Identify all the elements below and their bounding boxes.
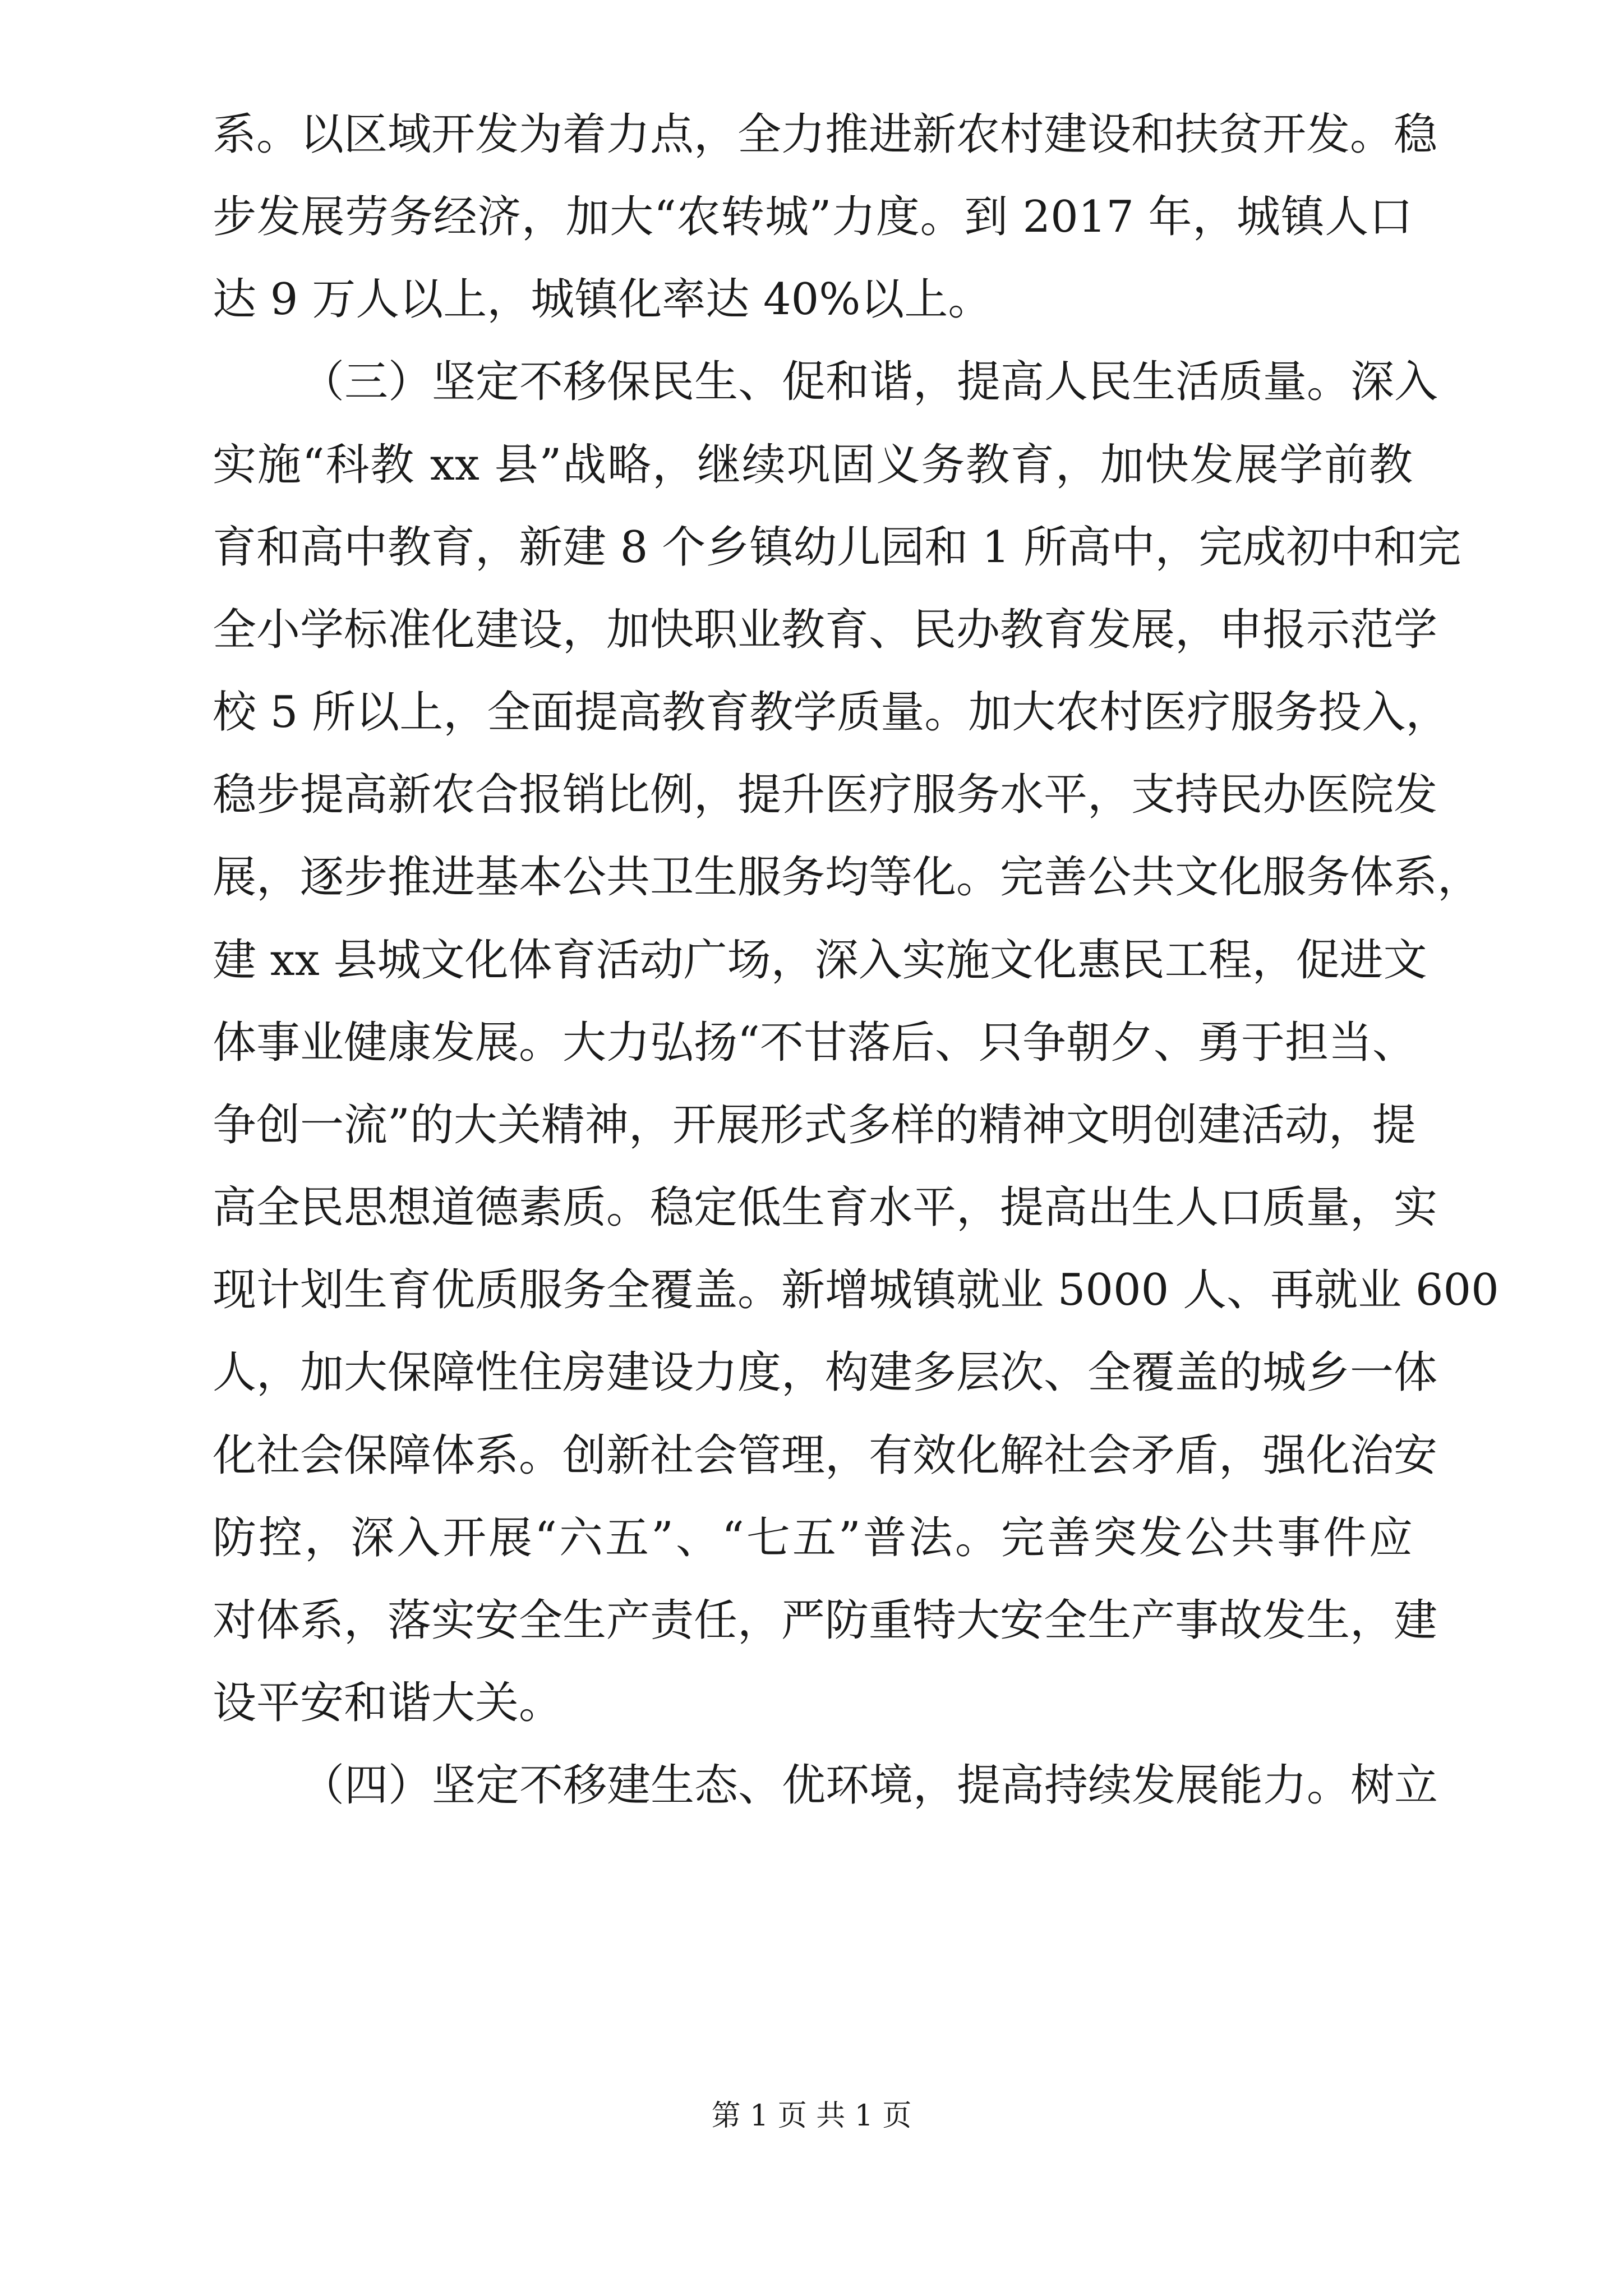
- paragraph-line: 防控，深入开展“六五”、“七五”普法。完善突发公共事件应: [213, 1513, 1413, 1563]
- paragraph-line: 实施“科教 xx 县”战略，继续巩固义务教育，加快发展学前教: [213, 440, 1413, 490]
- paragraph-line: 步发展劳务经济，加大“农转城”力度。到 2017 年，城镇人口: [213, 192, 1413, 242]
- paragraph-line: 建 xx 县城文化体育活动广场，深入实施文化惠民工程，促进文: [213, 935, 1427, 986]
- paragraph-line: 高全民思想道德素质。稳定低生育水平，提高出生人口质量，实: [213, 1182, 1438, 1233]
- paragraph-line: 争创一流”的大关精神，开展形式多样的精神文明创建活动，提: [213, 1100, 1416, 1151]
- paragraph-line: 展，逐步推进基本公共卫生服务均等化。完善公共文化服务体系，: [213, 852, 1482, 903]
- paragraph-line: 系。以区域开发为着力点，全力推进新农村建设和扶贫开发。稳: [213, 109, 1438, 160]
- paragraph-line: 化社会保障体系。创新社会管理，有效化解社会矛盾，强化治安: [213, 1430, 1438, 1481]
- paragraph-line: （三）坚定不移保民生、促和谐，提高人民生活质量。深入: [301, 357, 1438, 407]
- paragraph-line: （四）坚定不移建生态、优环境，提高持续发展能力。树立: [301, 1760, 1438, 1811]
- paragraph-line: 校 5 所以上，全面提高教育教学质量。加大农村医疗服务投入，: [213, 687, 1450, 738]
- page-footer: 第 1 页 共 1 页: [711, 2099, 912, 2133]
- paragraph-line: 体事业健康发展。大力弘扬“不甘落后、只争朝夕、勇于担当、: [213, 1018, 1416, 1068]
- paragraph-line: 对体系，落实安全生产责任，严防重特大安全生产事故发生，建: [213, 1595, 1438, 1646]
- paragraph-line: 稳步提高新农合报销比例，提升医疗服务水平，支持民办医院发: [213, 770, 1438, 820]
- paragraph-line: 现计划生育优质服务全覆盖。新增城镇就业 5000 人、再就业 600: [213, 1265, 1499, 1315]
- paragraph-line: 达 9 万人以上，城镇化率达 40%以上。: [213, 274, 992, 325]
- paragraph-line: 育和高中教育，新建 8 个乡镇幼儿园和 1 所高中，完成初中和完: [213, 522, 1461, 573]
- paragraph-line: 全小学标准化建设，加快职业教育、民办教育发展，申报示范学: [213, 605, 1438, 655]
- paragraph-line: 人，加大保障性住房建设力度，构建多层次、全覆盖的城乡一体: [213, 1347, 1438, 1398]
- paragraph-line: 设平安和谐大关。: [213, 1678, 563, 1728]
